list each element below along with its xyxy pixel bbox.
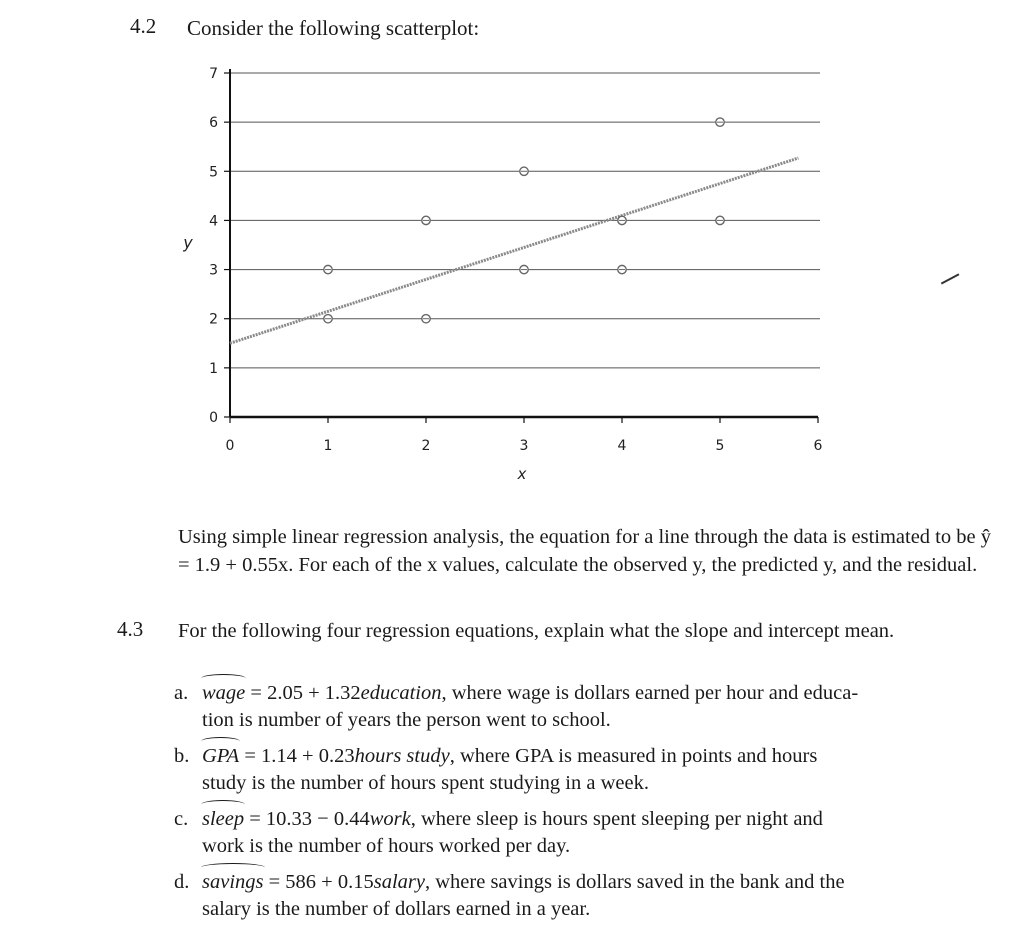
problem-4-2-number: 4.2 <box>130 14 157 38</box>
data-point <box>520 167 528 175</box>
data-point <box>324 265 332 273</box>
equation-description-cont: salary is the number of dollars earned in a year. <box>202 898 591 920</box>
x-tick-label: 6 <box>813 438 823 454</box>
y-tick-label: 5 <box>209 164 218 181</box>
equation-expression: = 1.14 + 0.23 <box>239 745 355 767</box>
equation-variable: sleep <box>202 806 244 833</box>
item-letter: b. <box>174 745 190 767</box>
scatterplot <box>170 55 830 495</box>
equation-term: work <box>369 808 411 830</box>
equation-description: , where sleep is hours spent sleeping per night and <box>410 808 823 830</box>
equation-expression: = 2.05 + 1.32 <box>245 682 361 704</box>
x-axis-label: x <box>517 465 527 483</box>
x-tick-label: 0 <box>225 438 235 454</box>
problem-4-2-followup: Using simple linear regression analysis, the equation for a line through the data is estimated to be ŷ = 1.9 + 0.55x. For each of the x values, calculate the observed y, the predicted y, and the residual. <box>178 526 991 576</box>
equation-item-a <box>174 680 996 734</box>
problem-4-3-stem: For the following four regression equations, explain what the slope and intercept mean. <box>178 620 895 642</box>
data-point <box>520 265 528 273</box>
equation-description: , where wage is dollars earned per hour and educa- <box>441 682 859 704</box>
equation-expression: = 586 + 0.15 <box>263 871 374 893</box>
equation-item-c <box>174 806 996 860</box>
regression-line-group <box>230 158 798 343</box>
y-tick-label: 3 <box>209 262 218 279</box>
equation-description: , where savings is dollars saved in the bank and the <box>425 871 845 893</box>
problem-4-3-number: 4.3 <box>117 617 144 641</box>
equation-variable: wage <box>202 680 245 707</box>
y-axis-label: y <box>183 233 193 252</box>
regression-line <box>230 158 798 343</box>
equation-expression: = 10.33 − 0.44 <box>244 808 370 830</box>
data-point <box>716 216 724 224</box>
item-letter: d. <box>174 871 190 893</box>
x-tick-label: 1 <box>323 438 333 454</box>
equation-description-cont: tion is number of years the person went to school. <box>202 709 611 731</box>
data-point <box>324 315 332 323</box>
equation-description: , where GPA is measured in points and hours <box>449 745 818 767</box>
y-tick-label: 2 <box>209 311 218 328</box>
tick-labels <box>209 66 822 454</box>
equation-variable: savings <box>202 869 264 896</box>
y-tick-label: 0 <box>209 410 218 426</box>
x-tick-label: 3 <box>519 438 529 454</box>
equation-description-cont: study is the number of hours spent studying in a week. <box>202 772 649 794</box>
item-letter: c. <box>174 808 189 830</box>
problem-4-2-intro: Consider the following scatterplot: <box>187 16 480 40</box>
equation-item-b <box>174 743 996 797</box>
data-point <box>618 216 626 224</box>
equation-item-d <box>174 869 996 923</box>
y-tick-label: 6 <box>209 115 218 132</box>
equation-term: education <box>360 682 442 704</box>
equation-description-cont: work is the number of hours worked per day. <box>202 835 571 857</box>
data-point <box>422 216 430 224</box>
x-tick-label: 4 <box>617 438 627 454</box>
x-tick-label: 2 <box>421 438 431 454</box>
equation-term: salary <box>373 871 425 893</box>
equation-term: hours study <box>354 745 450 767</box>
data-point <box>422 315 430 323</box>
grid-lines <box>230 73 820 368</box>
data-point <box>716 118 724 126</box>
item-letter: a. <box>174 682 189 704</box>
y-tick-label: 4 <box>209 213 218 230</box>
x-tick-label: 5 <box>715 438 725 454</box>
equation-variable: GPA <box>202 743 239 770</box>
stray-pen-mark <box>941 273 959 284</box>
data-point <box>618 265 626 273</box>
y-tick-label: 7 <box>209 66 218 82</box>
y-tick-label: 1 <box>209 360 218 377</box>
